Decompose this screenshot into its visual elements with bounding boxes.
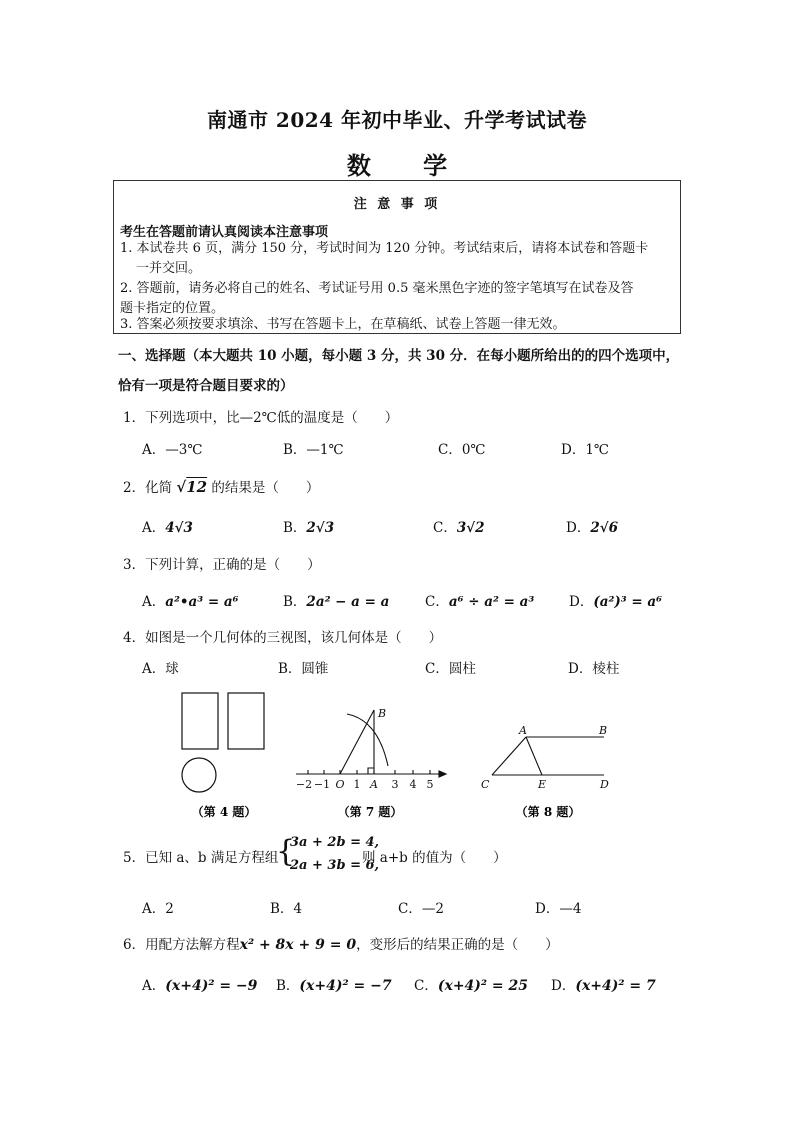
fig7-labels [296, 707, 434, 791]
point-label-B: B [378, 707, 387, 720]
q1-option-b: B．—1℃ [283, 442, 344, 458]
figures-row [0, 680, 794, 820]
fig4-caption: （第 4 题） [191, 805, 257, 819]
system-brace: { [276, 834, 296, 869]
notice-item-1a: 1. 本试卷共 6 页，满分 150 分，考试时间为 120 分钟。考试结束后，请将本试卷和答题卡 [120, 241, 649, 256]
top-view-circle [182, 758, 216, 792]
question-5-stem-a: 5．已知 a、b 满足方程组 [123, 850, 279, 866]
segment-AC [492, 737, 526, 775]
q2-option-a: A．4√3 [142, 520, 193, 536]
right-angle-mark [368, 768, 374, 774]
notice-box [113, 180, 681, 334]
fig8-caption: （第 8 题） [515, 805, 581, 819]
fig8-labels [481, 724, 609, 791]
q6-equation: x² + 8x + 9 = 0 [239, 937, 357, 953]
q3-option-a: A．a²•a³ = a⁶ [142, 594, 239, 610]
axis-arrow [439, 771, 446, 777]
point-label: A [519, 724, 527, 737]
tick-label: 4 [409, 778, 417, 791]
q5-option-b: B．4 [270, 901, 303, 917]
q5-option-d: D．—4 [535, 901, 582, 917]
question-3-stem: 3．下列计算，正确的是（ ） [123, 557, 321, 573]
notice-item-1b: 一并交回。 [136, 261, 202, 276]
section-heading-2: 恰有一项是符合题目要求的） [118, 378, 294, 394]
subject-title: 数 学 [346, 151, 470, 180]
side-view-rect [228, 693, 264, 749]
q4-option-a: A．球 [142, 661, 179, 677]
question-2-stem [123, 476, 319, 496]
segment-AE [526, 737, 542, 775]
tick-label: O [335, 778, 345, 791]
q4-option-d: D．棱柱 [568, 661, 620, 677]
q2-option-d: D．2√6 [566, 520, 618, 536]
question-6-stem: 6．用配方法解方程x² + 8x + 9 = 0，变形后的结果正确的是（ ） [123, 937, 559, 953]
point-label: E [538, 778, 547, 791]
q2-stem-b: 的结果是（ ） [211, 480, 320, 496]
q5-option-a: A．2 [142, 901, 174, 917]
q4-option-c: C．圆柱 [425, 661, 476, 677]
tick-label: 5 [426, 778, 434, 791]
q5-option-c: C．—2 [398, 901, 444, 917]
notice-heading: 注 意 事 项 [353, 197, 441, 212]
tick-label: 3 [391, 778, 399, 791]
q3-option-b: B．2a² − a = a [283, 594, 390, 610]
fig7-caption: （第 7 题） [337, 805, 403, 819]
section-heading-1: 一、选择题（本大题共 10 小题，每小题 3 分，共 30 分．在每小题所给出的的四个选项中， [118, 348, 680, 364]
question-5-stem-b: 则 a+b 的值为（ ） [362, 850, 507, 866]
figure-8-diagram [492, 737, 604, 775]
figure-4-three-views [182, 693, 264, 792]
q2-option-b: B．2√3 [283, 520, 335, 536]
tick-label: −1 [313, 778, 331, 791]
tick-label: A [370, 778, 378, 791]
notice-subheading: 考生在答题前请认真阅读本注意事项 [120, 225, 329, 240]
point-label: B [599, 724, 608, 737]
q2-radical: √12 [176, 478, 208, 496]
q1-option-d: D．1℃ [561, 442, 610, 458]
q2-stem-a: 2．化简 [123, 480, 173, 496]
q6-option-b: B．(x+4)² = −7 [276, 978, 392, 994]
notice-item-2b: 题卡指定的位置。 [120, 301, 225, 316]
q5-equation-1: 3a + 2b = 4, [290, 835, 380, 850]
q6-option-d: D．(x+4)² = 7 [551, 978, 656, 994]
tick-label: 1 [353, 778, 361, 791]
q3-option-c: C．a⁶ ÷ a² = a³ [425, 594, 535, 610]
notice-item-3: 3. 答案必须按要求填涂、书写在答题卡上，在草稿纸、试卷上答题一律无效。 [120, 317, 566, 332]
segment-OB [340, 710, 374, 774]
q6-option-a: A．(x+4)² = −9 [142, 978, 258, 994]
q6-option-c: C．(x+4)² = 25 [414, 978, 529, 994]
q1-option-a: A．—3℃ [142, 442, 203, 458]
point-label: D [600, 778, 609, 791]
question-4-stem: 4．如图是一个几何体的三视图，该几何体是（ ） [123, 630, 443, 646]
q3-option-d: D．(a²)³ = a⁶ [569, 594, 663, 610]
q2-radicand: 12 [186, 478, 208, 496]
figure-7-number-line [296, 710, 446, 777]
q4-option-b: B．圆锥 [278, 661, 329, 677]
page-title: 南通市 2024 年初中毕业、升学考试试卷 [206, 108, 588, 132]
point-label: C [481, 778, 490, 791]
q1-option-c: C．0℃ [438, 442, 486, 458]
q5-equation-2: 2a + 3b = 6, [290, 858, 380, 873]
notice-item-2a: 2. 答题前，请务必将自己的姓名、考试证号用 0.5 毫米黑色字迹的签字笔填写在试卷及答 [120, 281, 634, 296]
q2-option-c: C．3√2 [433, 520, 485, 536]
front-view-rect [182, 693, 218, 749]
tick-label: −2 [295, 778, 313, 791]
question-1-stem: 1．下列选项中，比—2℃低的温度是（ ） [123, 410, 399, 426]
